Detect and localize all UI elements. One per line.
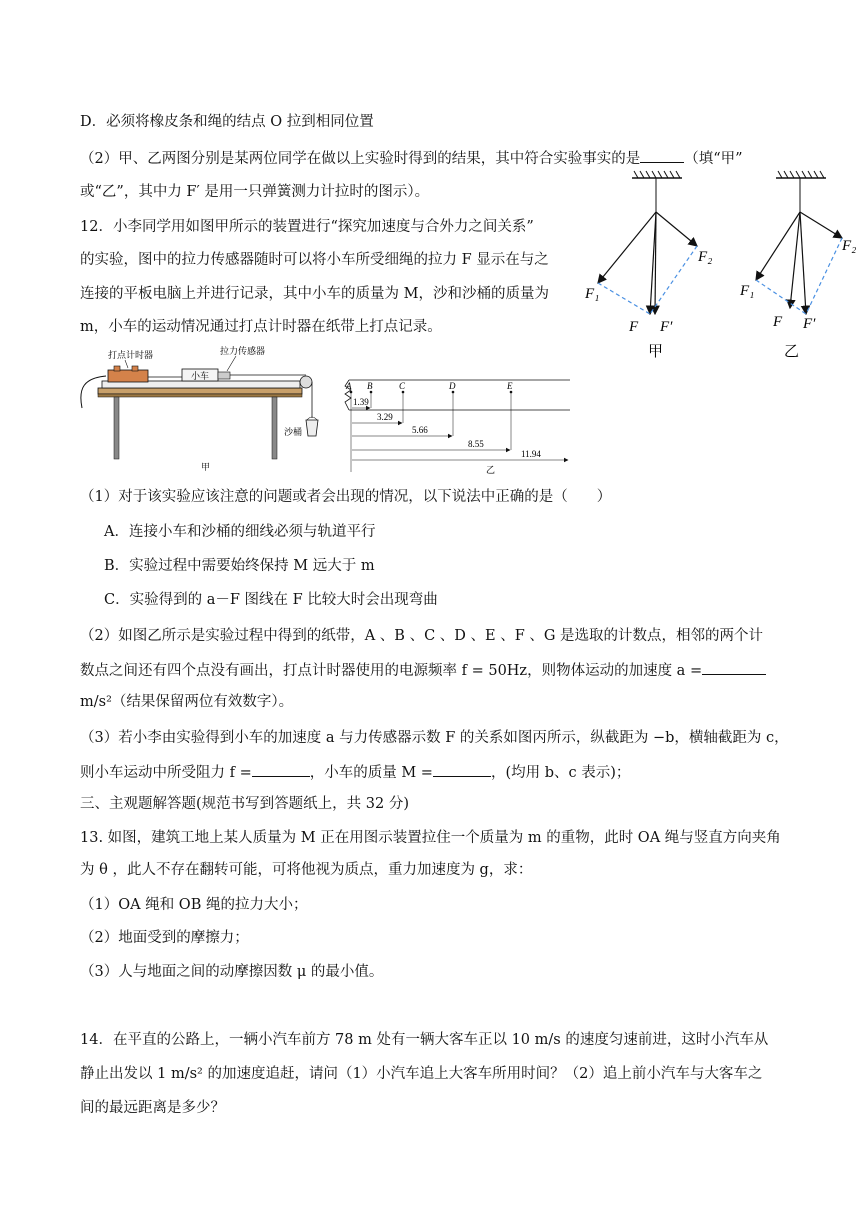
sub1-question: （1）对于该实验应该注意的问题或者会出现的情况，以下说法中正确的是（ ） — [80, 489, 612, 505]
q2-text: （2）甲、乙两图分别是某两位同学在做以上实验时得到的结果，其中符合实验事实的是 — [80, 151, 641, 167]
apparatus-figure — [70, 342, 580, 477]
f-vector — [790, 212, 800, 308]
q13-sub3: （3）人与地面之间的动摩擦因数 μ 的最小值。 — [80, 964, 384, 980]
point-label-d: D — [449, 381, 456, 391]
friction-text: 则小车运动中所受阻力 f = — [80, 765, 252, 781]
distance-4: 8.55 — [468, 439, 484, 449]
f-label: F — [629, 319, 639, 335]
sub3-line2 — [80, 762, 630, 783]
distance-5: 11.94 — [521, 449, 541, 459]
f2-vector — [656, 212, 697, 246]
q14-line1: 14．在平直的公路上，一辆小汽车前方 78 m 处有一辆大客车正以 10 m/s 的速度匀速前进，这时小汽车从 — [80, 1032, 769, 1048]
q2-line2: 或“乙”，其中力 F′ 是用一只弹簧测力计拉时的图示）。 — [80, 184, 430, 200]
f2-label: F₂ — [698, 249, 713, 265]
point-label-a: A — [346, 381, 352, 391]
q2-line1 — [80, 148, 743, 169]
sub2-line3: m/s²（结果保留两位有效数字）。 — [80, 694, 294, 710]
q13-line2: 为 θ ，此人不存在翻转可能，可将他视为质点，重力加速度为 g，求： — [80, 862, 533, 878]
distance-2: 3.29 — [377, 412, 393, 422]
q2-tail: （填“甲” — [684, 151, 743, 167]
caption-yi: 乙 — [784, 344, 800, 360]
option-d: D．必须将橡皮条和绳的结点 O 拉到相同位置 — [80, 114, 374, 130]
q13-line1: 13. 如图，建筑工地上某人质量为 M 正在用图示装置拉住一个质量为 m 的重物，此时 OA 绳与竖直方向夹角 — [80, 830, 781, 846]
f1-label: F₁ — [585, 286, 600, 302]
answer-blank[interactable] — [252, 762, 310, 777]
q14-line2: 静止出发以 1 m/s² 的加速度追赶，请问（1）小汽车追上大客车所用时间？（2）追上前小汽车与大客车之 — [80, 1066, 763, 1082]
fprime-vector — [800, 212, 806, 314]
force-diagram — [570, 168, 860, 368]
tape-point-a — [350, 391, 353, 472]
fprime-label: F′ — [803, 316, 816, 332]
point-label-b: B — [367, 381, 373, 391]
answer-blank[interactable] — [433, 762, 491, 777]
sub3-tail: ，(均用 b、c 表示)； — [490, 765, 631, 781]
sub1-option-a: A．连接小车和沙桶的细线必须与轨道平行 — [104, 524, 376, 540]
sensor-label: 拉力传感器 — [220, 346, 266, 356]
q12-line4: m，小车的运动情况通过打点计时器在纸带上打点记录。 — [80, 319, 442, 335]
ticker-tape — [345, 380, 570, 475]
caption-jia: 甲 — [201, 462, 211, 472]
q12-line2: 的实验，图中的拉力传感器随时可以将小车所受细绳的拉力 F 显示在与之 — [80, 252, 549, 268]
diagram-jia — [584, 171, 712, 360]
f1-vector — [598, 212, 656, 283]
mass-text: ，小车的质量 M = — [309, 765, 433, 781]
sub2-text: 数点之间还有四个点没有画出，打点计时器使用的电源频率 f = 50Hz，则物体运动的加速度 a = — [80, 663, 703, 679]
distance-1: 1.39 — [353, 397, 369, 407]
q14-line3: 间的最远距离是多少？ — [80, 1100, 225, 1116]
q12-line1: 12．小李同学用如图甲所示的装置进行“探究加速度与合外力之间关系” — [80, 219, 534, 235]
point-label-e: E — [507, 381, 513, 391]
q13-sub2: （2）地面受到的摩擦力； — [80, 930, 249, 946]
caption-yi: 乙 — [486, 465, 496, 475]
sub1-option-c: C．实验得到的 a－F 图线在 F 比较大时会出现弯曲 — [104, 592, 438, 608]
fprime-label: F′ — [660, 319, 673, 335]
diagram-yi — [739, 171, 856, 360]
bucket-label: 沙桶 — [284, 427, 303, 437]
timer-label: 打点计时器 — [108, 350, 154, 360]
force-sensor — [218, 372, 230, 379]
cart-label: 小车 — [191, 371, 210, 381]
pulley — [300, 376, 312, 388]
answer-blank[interactable] — [640, 148, 684, 163]
q12-line3: 连接的平板电脑上并进行记录，其中小车的质量为 M，沙和沙桶的质量为 — [80, 286, 549, 302]
section-3-heading: 三、主观题解答题(规范书写到答题纸上，共 32 分) — [80, 796, 409, 812]
ticker-timer — [108, 370, 148, 382]
point-label-c: C — [399, 381, 406, 391]
sub1-option-b: B．实验过程中需要始终保持 M 远大于 m — [104, 558, 375, 574]
q13-sub1: （1）OA 绳和 OB 绳的拉力大小； — [80, 897, 308, 913]
sub2-line2 — [80, 660, 766, 681]
distance-3: 5.66 — [412, 425, 428, 435]
sub3-line1: （3）若小李由实验得到小车的加速度 a 与力传感器示数 F 的关系如图丙所示，纵截距为 −b，横轴截距为 c， — [80, 730, 789, 746]
f2-vector — [800, 212, 842, 238]
table-top — [98, 388, 302, 394]
caption-jia: 甲 — [648, 344, 664, 360]
answer-blank[interactable] — [702, 660, 766, 675]
table-leg — [114, 397, 119, 459]
f2-label: F₂ — [842, 238, 857, 254]
table-leg — [272, 397, 277, 459]
sand-bucket — [306, 420, 318, 436]
f1-label: F₁ — [740, 283, 755, 299]
f-label: F — [773, 314, 783, 330]
sub2-line1: （2）如图乙所示是实验过程中得到的纸带，A 、B 、C 、D 、E 、F 、G 是选取的计数点，相邻的两个计 — [80, 628, 764, 644]
